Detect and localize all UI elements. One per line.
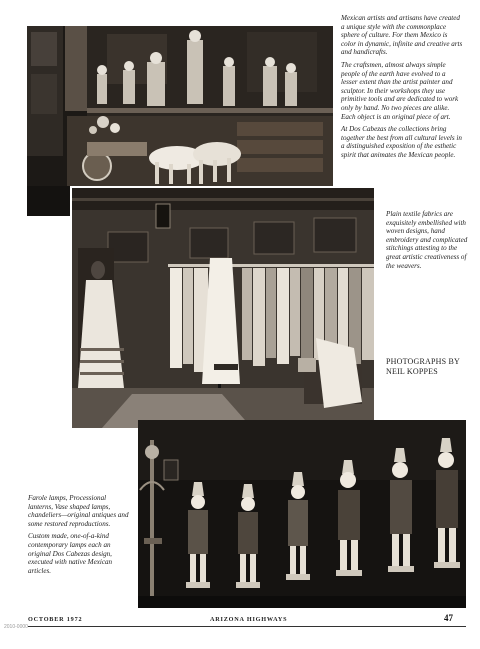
footer-rule [28,626,466,627]
caption-top-paragraph-1: Mexican artists and artisans have created a unique style with the commonplace sphere of culture. For them Mexico is color in dynamic, infinite and creative arts and handicrafts. [341,14,463,57]
photo-credit [386,357,476,377]
caption-middle-paragraph-1: Plain textile fabrics are exquisitely embellished with woven designs, hand embroidery and complicated stitchings attesting to the great artistic creativeness of the weavers. [386,210,468,270]
caption-bottom-paragraph-1: Farole lamps, Processional lanterns, Vase shaped lamps, chandeliers—original antiques and some restored reproductions. [28,494,129,528]
caption-top-paragraph-3: At Dos Cabezas the collections bring together the best from all cultural levels in a distinguished exposition of the esthetic spirit that animates the Mexican people. [341,125,462,159]
photo-textile-shop [70,186,376,430]
archive-stamp: 2010-0000 [4,624,28,630]
photo-procession-figurines-image [138,420,466,608]
photo-credit-line-1: PHOTOGRAPHS BY [386,357,461,366]
footer-date: OCTOBER 1972 [28,616,83,623]
caption-bottom [28,494,132,579]
page-number: 47 [444,613,453,623]
caption-top-paragraph-2: The craftsmen, almost always simple people of the earth have evolved to a lesser extent than the artist painter and sculptor. In their workshops they use primitive tools and are dedicated to work only by hand. No two pieces are alike. Each object is an original piece of art. [341,60,459,121]
footer-magazine-name: ARIZONA HIGHWAYS [210,616,288,623]
caption-bottom-paragraph-2: Custom made, one-of-a-kind contemporary lamps each an original Dos Cabezas design, executed with native Mexican articles. [28,532,113,575]
caption-middle [386,210,472,274]
photo-credit-line-2: NEIL KOPPES [386,367,438,376]
photo-textile-shop-image [72,188,374,428]
photo-procession-figurines [138,420,466,608]
caption-top [341,14,463,164]
